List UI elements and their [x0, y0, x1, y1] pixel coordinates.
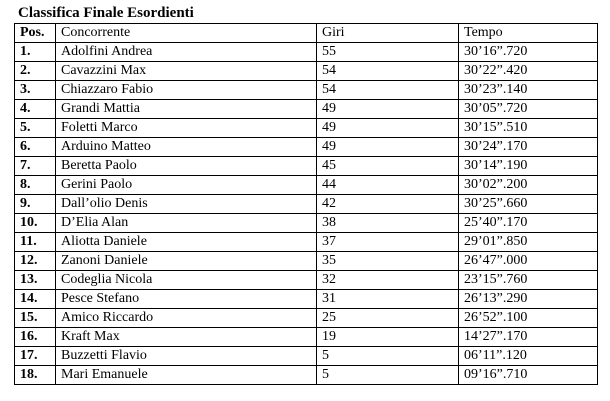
table-row: [15, 366, 598, 385]
position-cell: 10.: [15, 214, 56, 233]
header-laps: Giri: [317, 24, 459, 43]
table-row: [15, 347, 598, 366]
competitor-cell: Beretta Paolo: [56, 157, 317, 176]
header-position: Pos.: [15, 24, 56, 43]
competitor-cell: Zanoni Daniele: [56, 252, 317, 271]
time-cell: 30’15”.510: [459, 119, 598, 138]
laps-cell: 49: [317, 138, 459, 157]
table-row: [15, 43, 598, 62]
laps-cell: 42: [317, 195, 459, 214]
laps-cell: 31: [317, 290, 459, 309]
time-cell: 06’11”.120: [459, 347, 598, 366]
time-cell: 30’22”.420: [459, 62, 598, 81]
laps-cell: 25: [317, 309, 459, 328]
position-cell: 8.: [15, 176, 56, 195]
table-row: [15, 271, 598, 290]
time-cell: 30’25”.660: [459, 195, 598, 214]
laps-cell: 19: [317, 328, 459, 347]
time-cell: 14’27”.170: [459, 328, 598, 347]
time-cell: 26’52”.100: [459, 309, 598, 328]
position-cell: 14.: [15, 290, 56, 309]
table-row: [15, 81, 598, 100]
table-row: [15, 309, 598, 328]
table-row: [15, 252, 598, 271]
laps-cell: 37: [317, 233, 459, 252]
time-cell: 25’40”.170: [459, 214, 598, 233]
laps-cell: 54: [317, 62, 459, 81]
table-row: [15, 195, 598, 214]
laps-cell: 32: [317, 271, 459, 290]
competitor-cell: Gerini Paolo: [56, 176, 317, 195]
position-cell: 16.: [15, 328, 56, 347]
competitor-cell: Chiazzaro Fabio: [56, 81, 317, 100]
laps-cell: 35: [317, 252, 459, 271]
position-cell: 2.: [15, 62, 56, 81]
competitor-cell: Aliotta Daniele: [56, 233, 317, 252]
competitor-cell: Cavazzini Max: [56, 62, 317, 81]
laps-cell: 44: [317, 176, 459, 195]
position-cell: 9.: [15, 195, 56, 214]
time-cell: 30’16”.720: [459, 43, 598, 62]
table-header-row: [15, 24, 598, 43]
table-row: [15, 62, 598, 81]
competitor-cell: Adolfini Andrea: [56, 43, 317, 62]
time-cell: 30’14”.190: [459, 157, 598, 176]
laps-cell: 5: [317, 366, 459, 385]
time-cell: 30’05”.720: [459, 100, 598, 119]
position-cell: 1.: [15, 43, 56, 62]
laps-cell: 45: [317, 157, 459, 176]
position-cell: 11.: [15, 233, 56, 252]
table-row: [15, 328, 598, 347]
time-cell: 26’13”.290: [459, 290, 598, 309]
laps-cell: 54: [317, 81, 459, 100]
table-row: [15, 100, 598, 119]
position-cell: 13.: [15, 271, 56, 290]
results-body: [15, 43, 598, 385]
table-row: [15, 138, 598, 157]
results-table: [14, 23, 598, 385]
table-row: [15, 290, 598, 309]
position-cell: 18.: [15, 366, 56, 385]
time-cell: 30’23”.140: [459, 81, 598, 100]
laps-cell: 49: [317, 119, 459, 138]
table-row: [15, 233, 598, 252]
time-cell: 30’24”.170: [459, 138, 598, 157]
table-row: [15, 214, 598, 233]
position-cell: 7.: [15, 157, 56, 176]
position-cell: 4.: [15, 100, 56, 119]
time-cell: 23’15”.760: [459, 271, 598, 290]
competitor-cell: Arduino Matteo: [56, 138, 317, 157]
competitor-cell: Foletti Marco: [56, 119, 317, 138]
header-time: Tempo: [459, 24, 598, 43]
position-cell: 12.: [15, 252, 56, 271]
competitor-cell: Buzzetti Flavio: [56, 347, 317, 366]
position-cell: 15.: [15, 309, 56, 328]
header-competitor: Concorrente: [56, 24, 317, 43]
laps-cell: 55: [317, 43, 459, 62]
table-row: [15, 176, 598, 195]
competitor-cell: Kraft Max: [56, 328, 317, 347]
laps-cell: 38: [317, 214, 459, 233]
competitor-cell: Mari Emanuele: [56, 366, 317, 385]
time-cell: 26’47”.000: [459, 252, 598, 271]
table-row: [15, 119, 598, 138]
competitor-cell: Dall’olio Denis: [56, 195, 317, 214]
document-title: Classifica Finale Esordienti: [18, 5, 194, 21]
position-cell: 5.: [15, 119, 56, 138]
position-cell: 17.: [15, 347, 56, 366]
time-cell: 30’02”.200: [459, 176, 598, 195]
time-cell: 09’16”.710: [459, 366, 598, 385]
position-cell: 3.: [15, 81, 56, 100]
laps-cell: 5: [317, 347, 459, 366]
position-cell: 6.: [15, 138, 56, 157]
table-row: [15, 157, 598, 176]
competitor-cell: D’Elia Alan: [56, 214, 317, 233]
competitor-cell: Grandi Mattia: [56, 100, 317, 119]
competitor-cell: Pesce Stefano: [56, 290, 317, 309]
competitor-cell: Codeglia Nicola: [56, 271, 317, 290]
laps-cell: 49: [317, 100, 459, 119]
time-cell: 29’01”.850: [459, 233, 598, 252]
competitor-cell: Amico Riccardo: [56, 309, 317, 328]
